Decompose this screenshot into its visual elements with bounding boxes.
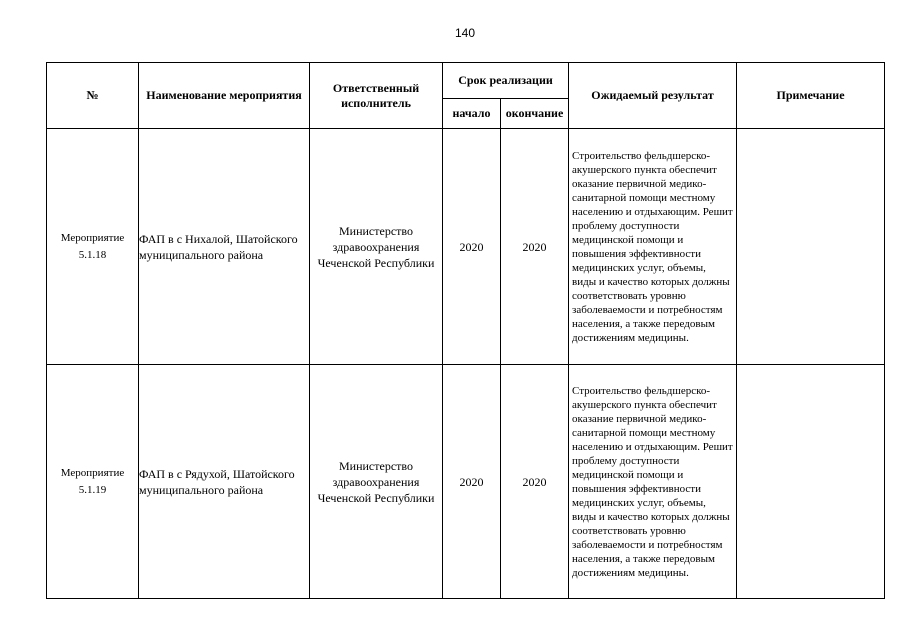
result-line: оказание первичной медико-	[572, 177, 707, 190]
result-line: соответствовать уровню	[572, 289, 686, 302]
result-line: населению и отдыхающим. Решит	[572, 205, 733, 218]
activity-name: ФАП в с Рядухой, Шатойского муниципального района	[139, 365, 310, 599]
result-line: медицинских услуг, объемы,	[572, 261, 706, 274]
expected-result-text	[569, 149, 736, 345]
note-cell	[737, 365, 885, 599]
result-line: санитарной помощи местному	[572, 426, 716, 439]
table-row	[47, 129, 885, 365]
page-number: 140	[454, 26, 476, 40]
result-line: оказание первичной медико-	[572, 412, 707, 425]
result-line: соответствовать уровню	[572, 524, 686, 537]
responsible-executor: Министерство здравоохранения Чеченской Республики	[310, 365, 443, 599]
result-line: медицинских услуг, объемы,	[572, 496, 706, 509]
header-result: Ожидаемый результат	[569, 63, 737, 129]
end-year: 2020	[501, 129, 569, 365]
result-line: виды и качество которых должны	[572, 510, 730, 523]
activity-name: ФАП в с Нихалой, Шатойского муниципального района	[139, 129, 310, 365]
result-line: населения, а также передовым	[572, 317, 715, 330]
result-line: достижениям медицины.	[572, 331, 689, 344]
result-line: повышения эффективности	[572, 247, 701, 260]
result-line: достижениям медицины.	[572, 566, 689, 579]
result-line: Строительство фельдшерско-	[572, 149, 711, 162]
result-line: медицинской помощи и	[572, 468, 684, 481]
result-line: населения, а также передовым	[572, 552, 715, 565]
activities-table	[46, 62, 885, 599]
result-line: заболеваемости и потребностям	[572, 303, 723, 316]
header-number: №	[47, 63, 139, 129]
activity-id: Мероприятие 5.1.19	[47, 365, 139, 599]
expected-result-cell	[569, 365, 737, 599]
activity-id: Мероприятие 5.1.18	[47, 129, 139, 365]
result-line: населению и отдыхающим. Решит	[572, 440, 733, 453]
result-line: санитарной помощи местному	[572, 191, 716, 204]
header-note: Примечание	[737, 63, 885, 129]
result-line: проблему доступности	[572, 219, 680, 232]
start-year: 2020	[443, 129, 501, 365]
result-line: медицинской помощи и	[572, 233, 684, 246]
end-year: 2020	[501, 365, 569, 599]
result-line: проблему доступности	[572, 454, 680, 467]
responsible-executor: Министерство здравоохранения Чеченской Республики	[310, 129, 443, 365]
result-line: Строительство фельдшерско-	[572, 384, 711, 397]
header-period: Срок реализации	[443, 63, 569, 99]
result-line: повышения эффективности	[572, 482, 701, 495]
header-executor: Ответственный исполнитель	[310, 63, 443, 129]
result-line: виды и качество которых должны	[572, 275, 730, 288]
table-row	[47, 365, 885, 599]
header-name: Наименование мероприятия	[139, 63, 310, 129]
expected-result-cell	[569, 129, 737, 365]
header-start: начало	[443, 99, 501, 129]
start-year: 2020	[443, 365, 501, 599]
result-line: акушерского пункта обеспечит	[572, 163, 717, 176]
result-line: акушерского пункта обеспечит	[572, 398, 717, 411]
header-row	[47, 63, 885, 99]
expected-result-text	[569, 384, 736, 580]
header-end: окончание	[501, 99, 569, 129]
note-cell	[737, 129, 885, 365]
result-line: заболеваемости и потребностям	[572, 538, 723, 551]
